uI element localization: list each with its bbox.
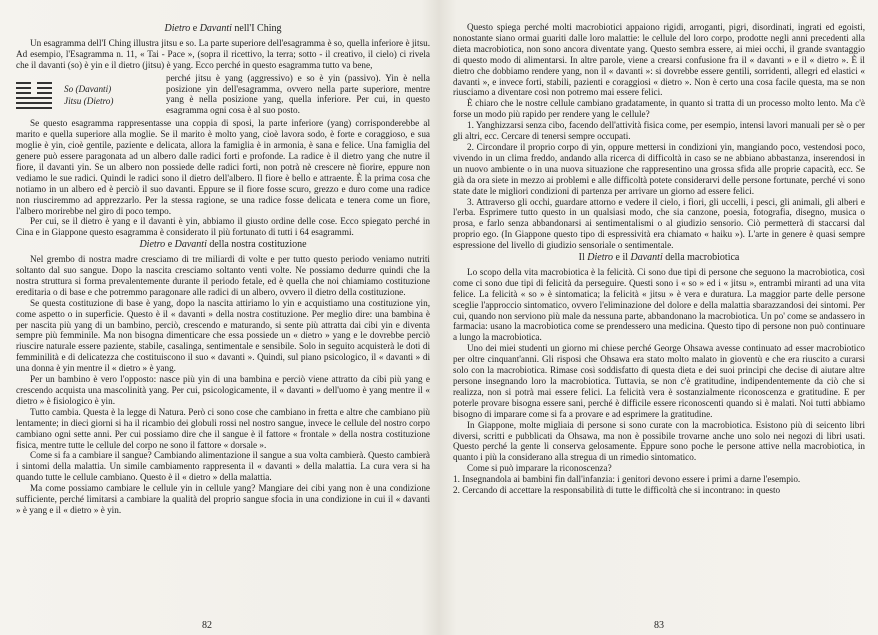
paragraph: perché jitsu è yang (aggressivo) e so è yin (passivo). Yin è nella posizione yin dell'esagramma, ovvero nella parte superiore, mentre yang è nella posizione yang, quella inferiore. Per cui, in questo esagramma ogni cosa è al suo posto. (166, 72, 430, 116)
hexagram-icon (16, 79, 52, 112)
page-number-left: 82 (202, 620, 212, 631)
paragraph: È chiaro che le nostre cellule cambiano gradatamente, in quanto si tratta di un processo molto lento. Ma c'è forse un modo più rapido per rendere yang le cellule? (453, 98, 865, 120)
paragraph: Uno dei miei studenti un giorno mi chiese perché George Ohsawa avesse continuato ad esser macrobiotico per oltre cinquant'anni. Gli risposi che Ohsawa era stato molto malato in gioventù e che era riuscito a curarsi solo con la macrobiotica. Rimase così soddisfatto di questa dieta e dei suoi principi che decise di aiutare altre persone insegnando loro la macrobiotica. Tuttavia, se non c'è gratitudine, indipendentemente da ciò che si realizza, non si potrà mai essere felici. La felicità vera è sostanzialmente riconoscenza e gratitudine. E per poterle provare bisogna essere sani, perché è difficile essere riconoscenti quando si è malati. Noi tutti abbiamo bisogno di imparare come si fa a provare e ad esprimere la gratitudine. (453, 343, 865, 419)
hexagram-figure (16, 73, 430, 117)
list-item: 1. Insegnandola ai bambini fin dall'infanzia: i genitori devono essere i primi a darne l'esempio. (453, 474, 801, 485)
section-heading-iching: Dietro e Davanti nell'I Ching (164, 23, 282, 34)
section-heading-macrobiotica: Il Dietro e il Davanti della macrobiotica (578, 252, 740, 264)
hexagram-label-so: So (Davanti) (64, 84, 112, 95)
paragraph: Per cui, se il dietro è yang e il davanti è yin, abbiamo il giusto ordine delle cose. Ecco spiegato perché in Cina e in Giappone questo esagramma è considerato il più fortunato di tutti i 64 esagrammi. (16, 216, 430, 238)
hexagram-label-jitsu: Jitsu (Dietro) (64, 96, 114, 107)
paragraph: Tutto cambia. Questa è la legge di Natura. Però ci sono cose che cambiano in fretta e altre che cambiano più lentamente; in dieci giorni si ha il ricambio dei globuli rossi nel nostro sangue, invece le cellule del nostro corpo cambiano ogni sette anni. Per cui possiamo dire che il sangue è il fattore « frontale » della nostra costituzione fisica, mentre tutte le cellule del corpo ne sono il fattore « dorsale ». (16, 406, 430, 450)
paragraph: Per un bambino è vero l'opposto: nasce più yin di una bambina e perciò viene attratto da cibi più yang e crescendo acquista una mascolinità yang. Per cui, psicologicamente, il « davanti » dell'uomo è yang mentre il « dietro » è fisiologico è yin. (16, 374, 430, 406)
paragraph: 1. Yanghizzarsi senza cibo, facendo dell'attività fisica come, per esempio, intensi lavori manuali per sè o per gli altri, ecc. Cercare di tenersi sempre occupati. (453, 120, 865, 142)
paragraph: Un esagramma dell'I Ching illustra jitsu e so. La parte superiore dell'esagramma è so, quella inferiore è jitsu. Ad esempio, l'Esagramma n. 11, « Tai - Pace », (sopra il ricettivo, la terra; sotto - il creativo, il cielo) ci rivela che il davanti (so) è yin e il dietro (jitsu) è yang. Ecco perché in questo esagramma tutto va bene, (16, 37, 430, 70)
paragraph: Come si fa a cambiare il sangue? Cambiando alimentazione il sangue a sua volta cambierà. Questo cambierà i sintomi della malattia. Un simile cambiamento rappresenta il « davanti » della malattia. La cura vera si ha quando tutte le cellule cambiano. Questo è il « dietro » della malattia. (16, 450, 430, 483)
list-item: 2. Cercando di accettare la responsabilità di tutte le difficoltà che si incontrano: in questo (453, 485, 781, 496)
paragraph: Come si può imparare la riconoscenza? (467, 463, 612, 474)
paragraph: Lo scopo della vita macrobiotica è la felicità. Ci sono due tipi di persone che seguono la macrobiotica, così come ci sono due tipi di felicità da perseguire. Questi sono i « so » ed i « jitsu », entrambi miranti ad una vita felice. La felicità « so » è sintomatica; la felicità « jitsu » è vera e duratura. La maggior parte delle persone sceglie l'approccio sintomatico, ovvero l'eliminazione del dolore e della malattia sbarazzandosi dei sintomi. Per cui, quando non serviono più male da nessuna parte, abbandonano la macrobiotica. Un po' come se andassero in farmacia: usano la macrobiotica come se prendessero una medicina. Questo tipo di persone non può continuare a lungo la macrobiotica. (453, 266, 865, 343)
paragraph: Questo spiega perché molti macrobiotici appaiono rigidi, arroganti, pigri, disordinati, ingrati ed egoisti, nonostante siano ormai guariti dalle loro malattie: le cellule del loro corpo, prodotte negli anni precedenti alla dieta macrobiotica, non sono ancora diventate yang. Questo sembra essere, ai miei occhi, il grande svantaggio di questo modo di alimentarsi. In altre parole, viene a crearsi confusione fra il « davanti » e il « dietro ». È il dietro che dobbiamo rendere yang, non il « davanti »: si dovrebbe essere gentili, sorridenti, allegri ed elastici « davanti », e invece forti, stabili, pazienti e coraggiosi « dietro ». Non è certo una cosa facile questa, ma se non riusciamo a diventare così non potremo mai essere felici. (453, 22, 865, 98)
paragraph: Nel grembo di nostra madre cresciamo di tre miliardi di volte e per tutto questo periodo veniamo nutriti soltanto dal suo sangue. Dopo la nascita cresciamo soltanto venti volte. Ne possiamo dedurre quindi che la nostra struttura si forma prevalentemente durante il periodo fetale, ed è quella che noi chiamiamo costituzione ereditaria o di base e che potremmo paragonare alle radici di un albero, ovvero il dietro della costituzione. (16, 254, 430, 297)
left-page (16, 22, 430, 612)
paragraph: 2. Circondare il proprio corpo di yin, oppure mettersi in condizioni yin, mangiando poco, vestendosi poco, vivendo in un clima freddo, andando alla ricerca di difficoltà in caso se ne abbiano abbastanza, inserendosi in un nuovo ambiente o in una nuova situazione che rappresentino una grossa sfida alle proprie capacità, ecc. Se già da ora siete in mezzo ai problemi e alle difficoltà potete considerarvi delle persone fortunate, perché vi sono state date le migliori condizioni di partenza per arrivare un giorno ad essere felici. (453, 141, 865, 196)
page-number-right: 83 (654, 620, 664, 631)
paragraph: Se questo esagramma rappresentasse una coppia di sposi, la parte inferiore (yang) corrisponderebbe al marito e quella superiore alla moglie. Se il marito è molto yang, cioè lavora sodo, è forte e coraggioso, e sua moglie è yin, cioè gentile, paziente e delicata, allora la famiglia è in armonia, è sana e felice. Una famiglia del genere può essere paragonata ad un albero dalle radici forti e profonde. La radice è il dietro yang che nutre il fiore, il davanti yin. Se un albero non possiede delle radici forti, non potrà nè crescere nè fiorire, eppure non vediamo le sue radici. Quindi le radici sono il dietro dell'albero. Il fiore è bello e attraente. È la prima cosa che notiamo in un albero ed è perciò il suo davanti. Eppure se il fiore fosse scuro, grezzo e duro come una radice non riusciremmo ad apprezzarlo. Per la stessa ragione, se una radice fosse delicata e tenera come un fiore, l'albero morirebbe nel giro di poco tempo. (16, 118, 430, 216)
paragraph: Ma come possiamo cambiare le cellule yin in cellule yang? Mangiare dei cibi yang non è una condizione sufficiente, perché limitarsi a cambiare la qualità del proprio sangue sfocia in una condizione in cui il « davanti » è yang e il « dietro » è yin. (16, 483, 430, 515)
right-page (453, 22, 865, 612)
paragraph: Se questa costituzione di base è yang, dopo la nascita attiriamo lo yin e acquistiamo una costituzione yin, come aspetto o in superficie. Questo è il « davanti » della nostra costituzione. Per meglio dire: una bambina è per nascita più yang di un bambino, perciò, crescendo e maturando, si sente più attratta dai cibi yin e diventa sempre più femminile. Ma non bisogna dimenticare che essa possiede un « dietro » yang e le dovrebbe perciò riuscire naturale essere paziente, stabile, casalinga, sentimentale e sensibile. Solo in seguito acquisterà le doti di femminilità e di delicatezza che costituiscono il suo « davanti ». Quindi, sul piano psicologico, il « davanti » di una donna è yin mentre il « dietro » è yang. (16, 297, 430, 374)
paragraph: 3. Attraverso gli occhi, guardare attorno e vedere il cielo, i fiori, gli uccelli, i pesci, gli animali, gli alberi e l'erba. Esprimere tutto questo in un qualsiasi modo, che sia canzone, poesia, fotografia, disegno, musica o prosa, e farlo senza abbandonarsi ai sentimentalismi o al giudizio sensorio. Ciò permetterà di staccarsi dal proprio ego. (In Giappone questo tipo di espressività era chiamato « haiku »). L'arte in genere è quasi sempre espressione del livello di giudizio sensoriale o sentimentale. (453, 196, 865, 251)
section-heading-costituzione: Dietro e Davanti della nostra costituzione (139, 239, 307, 251)
paragraph: In Giappone, molte migliaia di persone si sono curate con la macrobiotica. Esistono più di seicento libri diversi, scritti e pubblicati da Ohsawa, ma non è possibile trovarne anche uno solo nei negozi di libri usati. Questo perché la gente li conserva gelosamente. Eppure sono poche le persone attive nella macrobiotica, in quanto i più la considerano alla stregua di un rimedio sintomatico. (453, 419, 865, 463)
